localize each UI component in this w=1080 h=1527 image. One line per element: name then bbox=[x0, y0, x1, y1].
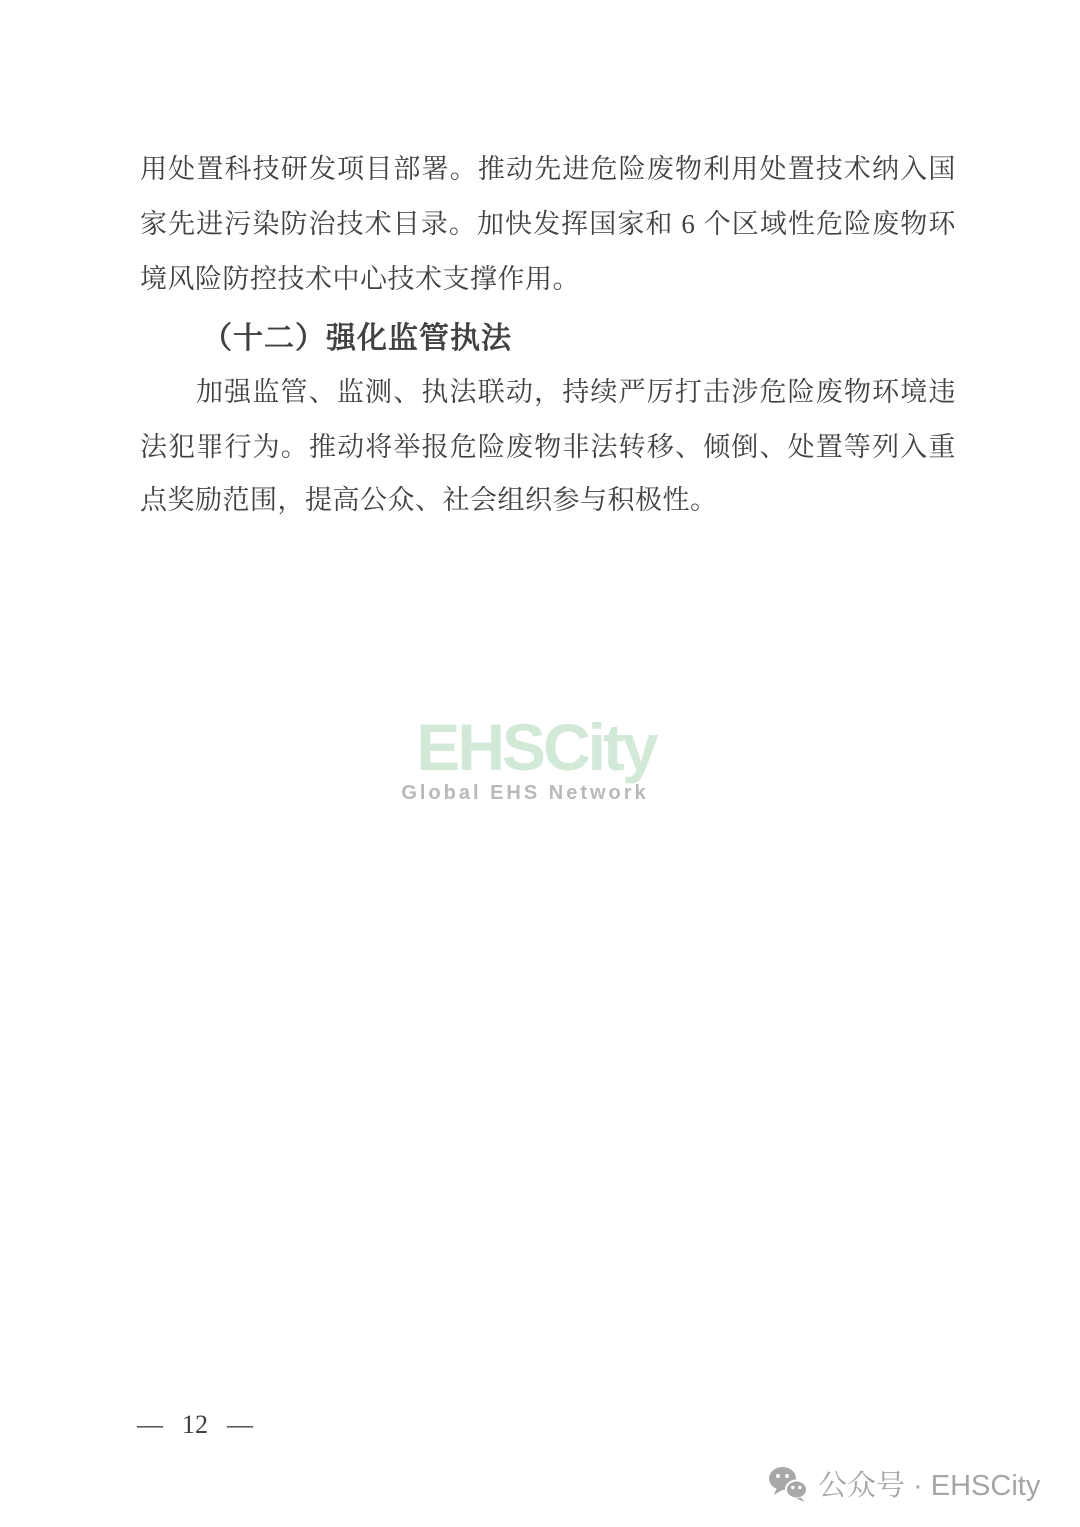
page-number bbox=[137, 1410, 253, 1440]
wechat-account-label: 公众号 · EHSCity bbox=[818, 1470, 1041, 1502]
section-heading: （十二）强化监管执法 bbox=[202, 322, 512, 355]
page-number-dash-right: — bbox=[227, 1410, 253, 1439]
paragraph1-line-1: 用 处 置 科 技 研 发 项 目 部 署 。 推 动 先 进 危 险 废 物 利 用 处 置 技 术 纳 入 国 bbox=[140, 154, 956, 184]
paragraph2-line-3: 点奖励范围，提高公众、社会组织参与积极性。 bbox=[140, 485, 718, 515]
page-number-value: 12 bbox=[182, 1410, 208, 1439]
ehscity-tagline: Global EHS Network bbox=[401, 782, 649, 804]
wechat-icon bbox=[768, 1466, 808, 1502]
wechat-official-account-badge bbox=[768, 1463, 1040, 1504]
paragraph1-line-3: 境风险防控技术中心技术支撑作用。 bbox=[140, 264, 580, 294]
paragraph2-line-1: 加 强 监 管 、 监 测 、 执 法 联 动 ， 持 续 严 厉 打 击 涉 危 险 废 物 环 境 违 bbox=[196, 377, 956, 407]
page-number-dash-left: — bbox=[137, 1410, 163, 1439]
watermark bbox=[0, 710, 1080, 805]
paragraph2-line-2: 法 犯 罪 行 为 。 推 动 将 举 报 危 险 废 物 非 法 转 移 、 倾 倒 、 处 置 等 列 入 重 bbox=[140, 432, 956, 462]
paragraph1-line-2: 家 先 进 污 染 防 治 技 术 目 录 。 加 快 发 挥 国 家 和 6 个 区 域 性 危 险 废 物 环 bbox=[140, 209, 956, 239]
ehscity-logo-text: EHSCity bbox=[416, 710, 656, 784]
